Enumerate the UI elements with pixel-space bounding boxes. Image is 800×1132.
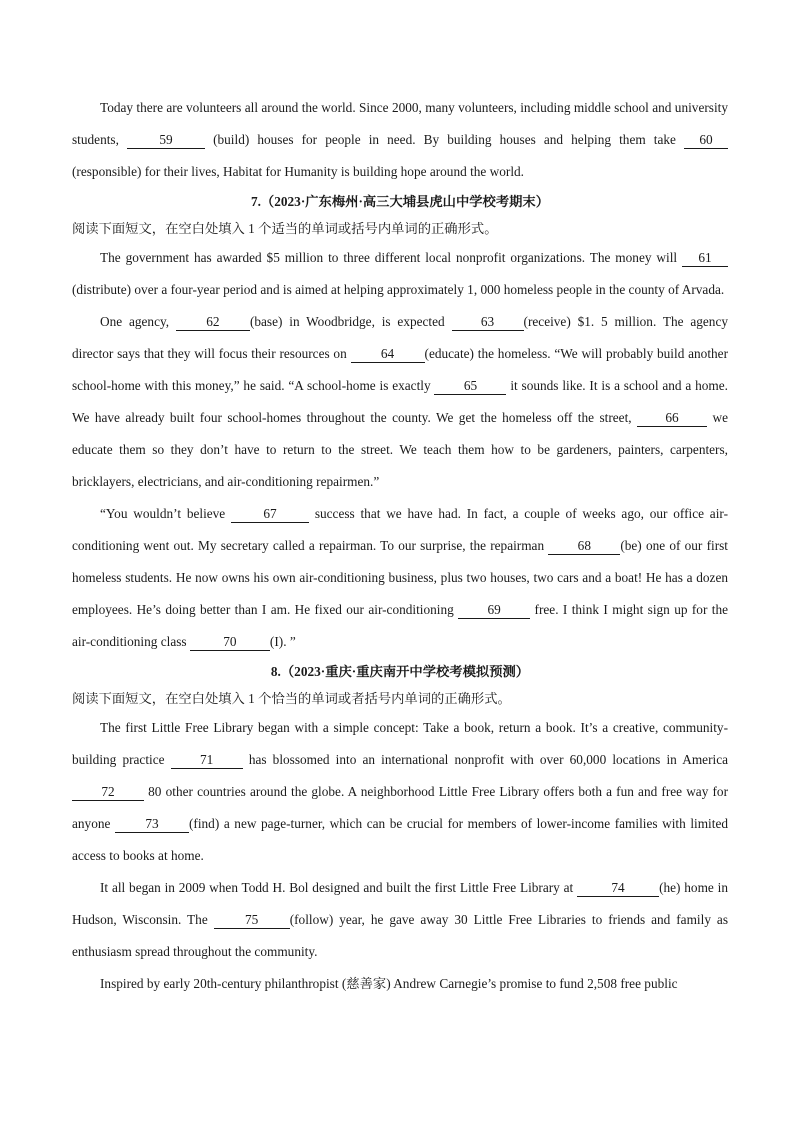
text-run: 80 other countries around the globe. A neighborhood Little Free Library offers both a fun and free way for anyone xyxy=(72,784,729,831)
answer-blank-68[interactable]: 68 xyxy=(548,537,620,555)
question-8-heading: 8.（2023·重庆·重庆南开中学校考模拟预测） xyxy=(270,664,530,679)
text-run: (find) a new page-turner, which can be crucial for members of lower-income families with limited access to books at home. xyxy=(72,816,728,863)
answer-blank-69[interactable]: 69 xyxy=(458,601,530,619)
text-run: we educate them so they don’t have to return to the street. We teach them how to be gardeners, painters, carpenters, bricklayers, electricians, and air-conditioning repairmen.” xyxy=(72,410,729,489)
text-run: (I). ” xyxy=(269,634,296,649)
answer-blank-71[interactable]: 71 xyxy=(171,751,243,769)
passage-paragraph-todd-bol xyxy=(72,872,728,968)
text-run: (build) houses for people in need. By building houses and helping them take xyxy=(213,132,676,147)
document-content xyxy=(72,92,728,1000)
passage-paragraph-carnegie xyxy=(72,968,728,1000)
passage-paragraph-repairman xyxy=(72,498,728,658)
text-run: It all began in 2009 when Todd H. Bol designed and built the first Little Free Library at xyxy=(100,880,574,895)
text-run: (receive) $1. 5 million. The agency director says that they will focus their resources on xyxy=(72,314,729,361)
text-run: (be) one of our first homeless students. He now owns his own air-conditioning business, plus two houses, two cars and a boat! He has a dozen employees. He’s doing better than I am. He fixed our air-conditioning xyxy=(72,538,728,617)
text-run: “You wouldn’t believe xyxy=(100,506,226,521)
text-run: (he) home in Hudson, Wisconsin. The xyxy=(72,880,728,927)
text-run: (base) in Woodbridge, is expected xyxy=(249,314,445,329)
text-run: (responsible) for their lives, Habitat for Humanity is building hope around the world. xyxy=(72,164,524,179)
answer-blank-72[interactable]: 72 xyxy=(72,783,144,801)
answer-blank-61[interactable]: 61 xyxy=(682,249,728,267)
text-run: One agency, xyxy=(100,314,170,329)
question-7-instruction: 阅读下面短文，在空白处填入 1 个适当的单词或括号内单词的正确形式。 xyxy=(72,221,498,236)
answer-blank-74[interactable]: 74 xyxy=(577,879,659,897)
question-8-instruction: 阅读下面短文，在空白处填入 1 个恰当的单词或者括号内单词的正确形式。 xyxy=(72,691,511,706)
answer-blank-60[interactable]: 60 xyxy=(684,131,728,149)
text-run: (educate) the homeless. “We will probably build another school-home with this money,” he said. “A school-home is exactly xyxy=(72,346,728,393)
answer-blank-65[interactable]: 65 xyxy=(434,377,506,395)
text-run: free. I think I might sign up for the air-conditioning class xyxy=(72,602,729,649)
text-run: The government has awarded $5 million to three different local nonprofit organizations. The money will xyxy=(100,250,678,265)
answer-blank-63[interactable]: 63 xyxy=(452,313,524,331)
answer-blank-75[interactable]: 75 xyxy=(214,911,290,929)
text-run: Today there are volunteers all around the world. Since 2000, many volunteers, including middle school and university students, xyxy=(72,100,728,147)
text-run: The first Little Free Library began with a simple concept: Take a book, return a book. It’s a creative, community-building practice xyxy=(72,720,728,767)
answer-blank-67[interactable]: 67 xyxy=(231,505,309,523)
answer-blank-62[interactable]: 62 xyxy=(176,313,250,331)
text-run: success that we have had. In fact, a couple of weeks ago, our office air-conditioning went out. My secretary called a repairman. To our surprise, the repairman xyxy=(72,506,728,553)
text-run: (follow) year, he gave away 30 Little Free Libraries to friends and family as enthusiasm spread throughout the community. xyxy=(72,912,728,959)
answer-blank-59[interactable]: 59 xyxy=(127,131,205,149)
text-run: has blossomed into an international nonprofit with over 60,000 locations in America xyxy=(248,752,728,767)
passage-paragraph-agency xyxy=(72,306,728,498)
question-7-heading: 7.（2023·广东梅州·高三大埔县虎山中学校考期末） xyxy=(250,194,550,209)
passage-paragraph-government xyxy=(72,242,728,306)
passage-paragraph-habitat xyxy=(72,92,728,188)
text-run: (distribute) over a four-year period and is aimed at helping approximately 1, 000 homeless people in the county of Arvada. xyxy=(72,282,725,297)
answer-blank-64[interactable]: 64 xyxy=(351,345,425,363)
passage-paragraph-little-free-library xyxy=(72,712,728,872)
text-run: it sounds like. It is a school and a home. We have already built four school-homes throughout the county. We get the homeless off the street, xyxy=(72,378,728,425)
answer-blank-70[interactable]: 70 xyxy=(190,633,270,651)
answer-blank-66[interactable]: 66 xyxy=(637,409,707,427)
text-run: Inspired by early 20th-century philanthropist (慈善家) Andrew Carnegie’s promise to fund 2,508 free public xyxy=(100,976,678,991)
answer-blank-73[interactable]: 73 xyxy=(115,815,189,833)
